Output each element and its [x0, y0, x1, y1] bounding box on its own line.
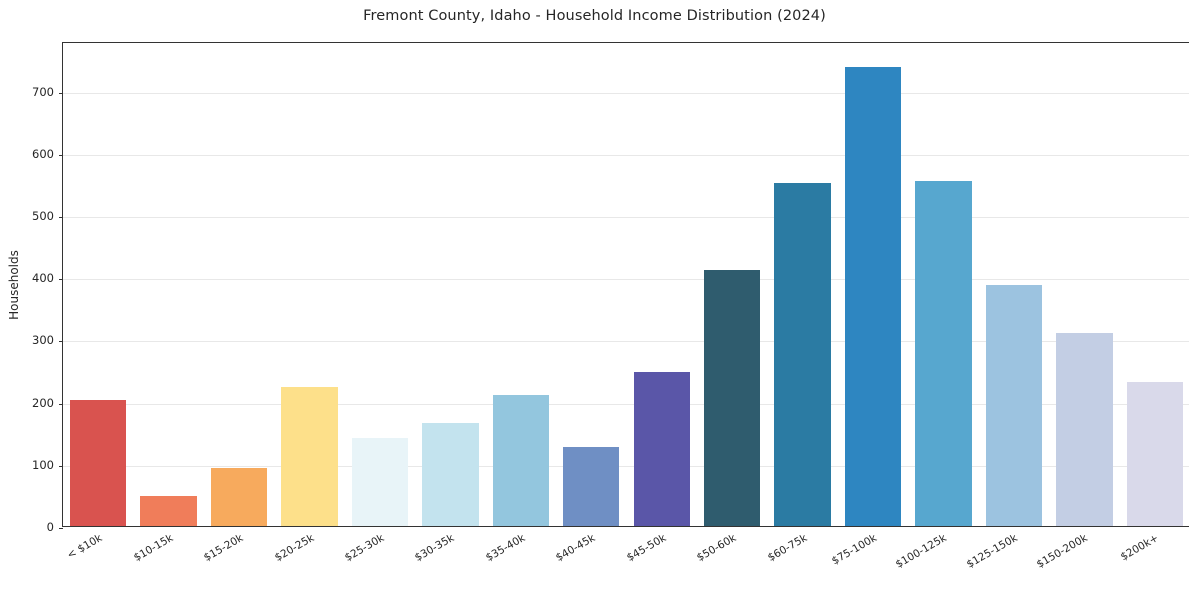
plot-area [62, 42, 1189, 571]
bar[interactable] [493, 395, 549, 526]
y-tick-mark [59, 155, 63, 156]
x-tick-label: $75-100k [829, 532, 879, 568]
x-tick-label: $10-15k [131, 532, 175, 565]
y-tick-mark [59, 466, 63, 467]
bar[interactable] [845, 67, 901, 526]
y-tick-label: 200 [32, 395, 54, 410]
chart-title: Fremont County, Idaho - Household Income Distribution (2024) [363, 8, 826, 24]
y-tick-mark [59, 528, 63, 529]
bar[interactable] [352, 438, 408, 526]
bar[interactable] [1056, 333, 1112, 526]
x-tick-label: $40-45k [554, 532, 598, 565]
x-tick-label: $20-25k [272, 532, 316, 565]
x-tick-label: $60-75k [765, 532, 809, 565]
bar[interactable] [634, 372, 690, 526]
y-gridline [63, 155, 1189, 156]
x-tick-label: $30-35k [413, 532, 457, 565]
x-tick-label: $200k+ [1118, 532, 1161, 564]
y-tick-label: 100 [32, 457, 54, 472]
x-tick-label: $35-40k [483, 532, 528, 565]
bar[interactable] [1127, 382, 1183, 526]
x-tick-label: $25-30k [342, 532, 387, 565]
y-gridline [63, 217, 1189, 218]
y-tick-label: 600 [32, 146, 54, 161]
y-gridline [63, 93, 1189, 94]
x-tick-label: $100-125k [894, 532, 950, 571]
x-tick-label: $125-150k [964, 532, 1020, 571]
bar[interactable] [140, 496, 196, 526]
bar[interactable] [70, 400, 126, 526]
bar[interactable] [774, 183, 830, 526]
y-tick-mark [59, 217, 63, 218]
y-tick-label: 500 [32, 209, 54, 224]
bar[interactable] [281, 387, 337, 526]
x-tick-label: $50-60k [694, 532, 739, 565]
bar[interactable] [704, 270, 760, 526]
bar[interactable] [986, 285, 1042, 526]
x-tick-label: < $10k [65, 532, 105, 562]
y-tick-label: 300 [32, 333, 54, 348]
y-tick-mark [59, 279, 63, 280]
y-tick-label: 700 [32, 84, 54, 99]
y-tick-mark [59, 93, 63, 94]
y-tick-mark [59, 404, 63, 405]
bar[interactable] [422, 423, 478, 526]
x-tick-label: $150-200k [1034, 532, 1090, 571]
x-tick-label: $15-20k [201, 532, 246, 565]
y-tick-mark [59, 341, 63, 342]
y-tick-label: 0 [46, 520, 54, 534]
y-axis-label-text: Households [7, 249, 22, 320]
y-tick-label: 400 [32, 271, 54, 286]
y-gridline [63, 279, 1189, 280]
bar[interactable] [563, 447, 619, 526]
plot-inner [63, 43, 1189, 571]
x-tick-label: $45-50k [624, 532, 668, 565]
bar[interactable] [211, 468, 267, 526]
bar[interactable] [915, 181, 971, 526]
